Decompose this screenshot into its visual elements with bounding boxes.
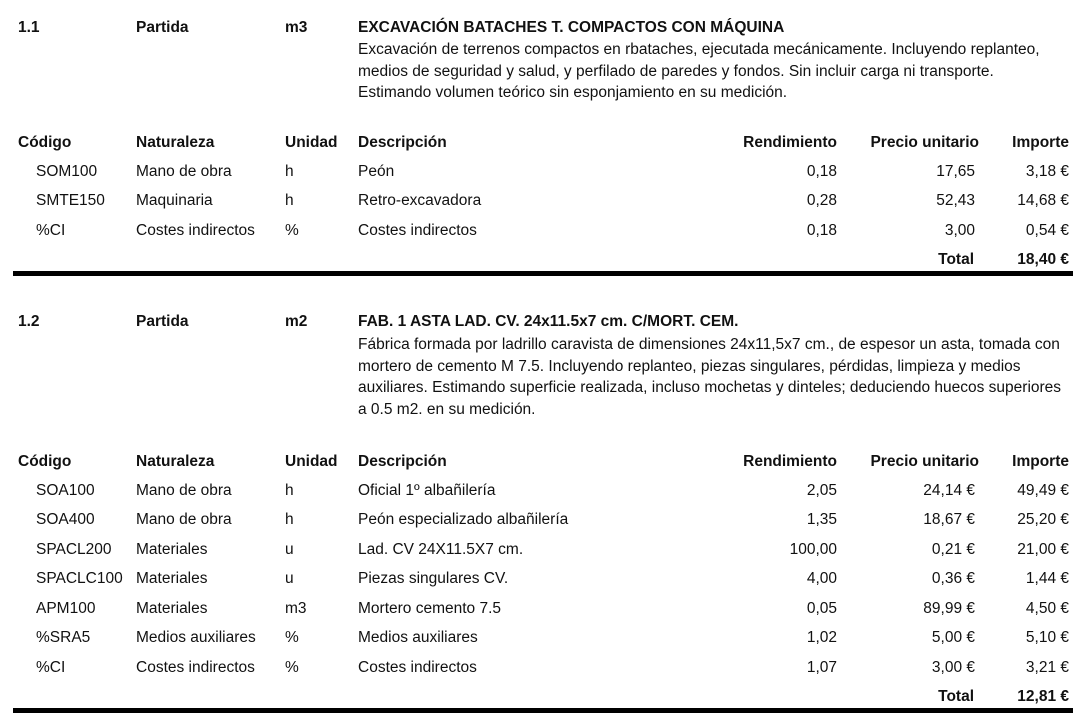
header-yield: Rendimiento <box>743 453 837 470</box>
item-unit: m3 <box>285 19 308 36</box>
row-code: SPACLC100 <box>36 570 123 587</box>
row-nature: Materiales <box>136 600 208 617</box>
row-unit: h <box>285 511 294 528</box>
row-description: Retro-excavadora <box>358 192 482 209</box>
item-title: FAB. 1 ASTA LAD. CV. 24x11.5x7 cm. C/MORT. CEM. <box>358 313 739 330</box>
header-amount: Importe <box>1012 134 1069 151</box>
row-unit-price: 5,00 € <box>931 629 975 646</box>
row-unit-price: 17,65 <box>936 163 975 180</box>
row-nature: Costes indirectos <box>136 222 255 239</box>
header-amount: Importe <box>1012 453 1069 470</box>
row-amount: 1,44 € <box>1025 570 1069 587</box>
header-description: Descripción <box>358 134 447 151</box>
row-nature: Mano de obra <box>136 511 232 528</box>
row-yield: 0,28 <box>806 192 837 209</box>
header-description: Descripción <box>358 453 447 470</box>
section-divider <box>13 708 1073 713</box>
row-yield: 100,00 <box>789 541 837 558</box>
row-amount: 5,10 € <box>1025 629 1069 646</box>
row-unit: % <box>285 629 299 646</box>
row-unit: % <box>285 659 299 676</box>
item-title: EXCAVACIÓN BATACHES T. COMPACTOS CON MÁQUINA <box>358 19 785 36</box>
row-yield: 2,05 <box>806 482 837 499</box>
row-description: Peón <box>358 163 395 180</box>
row-code: %CI <box>36 222 66 239</box>
row-nature: Medios auxiliares <box>136 629 256 646</box>
row-unit: % <box>285 222 299 239</box>
section-divider <box>13 271 1073 276</box>
total-label: Total <box>938 251 974 268</box>
row-description: Mortero cemento 7.5 <box>358 600 502 617</box>
row-unit: h <box>285 163 294 180</box>
row-yield: 0,18 <box>806 222 837 239</box>
row-description: Oficial 1º albañilería <box>358 482 496 499</box>
row-nature: Materiales <box>136 541 208 558</box>
row-yield: 4,00 <box>806 570 837 587</box>
header-unit-price: Precio unitario <box>870 134 979 151</box>
row-unit-price: 3,00 € <box>931 659 975 676</box>
total-label: Total <box>938 688 974 705</box>
item-type: Partida <box>136 19 189 36</box>
row-code: %CI <box>36 659 66 676</box>
item-unit: m2 <box>285 313 308 330</box>
row-description: Lad. CV 24X11.5X7 cm. <box>358 541 524 558</box>
header-unit: Unidad <box>285 453 338 470</box>
row-unit-price: 3,00 <box>944 222 975 239</box>
row-code: SMTE150 <box>36 192 105 209</box>
row-amount: 25,20 € <box>1017 511 1069 528</box>
row-unit-price: 52,43 <box>936 192 975 209</box>
row-yield: 1,02 <box>806 629 837 646</box>
row-nature: Maquinaria <box>136 192 213 209</box>
header-unit: Unidad <box>285 134 338 151</box>
row-unit-price: 89,99 € <box>923 600 975 617</box>
header-yield: Rendimiento <box>743 134 837 151</box>
row-yield: 0,05 <box>806 600 837 617</box>
row-code: APM100 <box>36 600 96 617</box>
header-code: Código <box>18 134 72 151</box>
row-nature: Mano de obra <box>136 482 232 499</box>
row-unit-price: 18,67 € <box>923 511 975 528</box>
row-nature: Materiales <box>136 570 208 587</box>
row-amount: 0,54 € <box>1025 222 1069 239</box>
header-nature: Naturaleza <box>136 453 215 470</box>
row-description: Peón especializado albañilería <box>358 511 569 528</box>
row-code: %SRA5 <box>36 629 91 646</box>
header-code: Código <box>18 453 72 470</box>
row-unit: h <box>285 482 294 499</box>
row-code: SOM100 <box>36 163 98 180</box>
row-description: Costes indirectos <box>358 659 477 676</box>
row-nature: Mano de obra <box>136 163 232 180</box>
row-description: Costes indirectos <box>358 222 477 239</box>
item-description: Excavación de terrenos compactos en rbataches, ejecutada mecánicamente. Incluyendo replanteo, medios de seguridad y salud, y perfilado de paredes y fondos. Sin incluir carga ni transporte. Estimando volumen teórico sin esponjamiento en su medición. <box>358 41 1040 101</box>
row-code: SPACL200 <box>36 541 112 558</box>
row-yield: 1,07 <box>806 659 837 676</box>
total-value: 12,81 € <box>1017 688 1069 705</box>
row-unit: m3 <box>285 600 307 617</box>
total-value: 18,40 € <box>1017 251 1069 268</box>
row-unit-price: 24,14 € <box>923 482 975 499</box>
row-unit: u <box>285 541 294 558</box>
item-type: Partida <box>136 313 189 330</box>
row-unit: h <box>285 192 294 209</box>
header-nature: Naturaleza <box>136 134 215 151</box>
item-description: Fábrica formada por ladrillo caravista de dimensiones 24x11,5x7 cm., de espesor un asta, tomada con mortero de cemento M 7.5. Incluyendo replanteo, piezas singulares, pérdidas, limpieza y medios auxiliares. Estimando superficie realizada, incluso mochetas y dinteles; deduciendo huecos superiores a 0.5 m2. en su medición. <box>358 336 1062 418</box>
row-yield: 0,18 <box>806 163 837 180</box>
row-code: SOA400 <box>36 511 95 528</box>
row-amount: 3,21 € <box>1025 659 1069 676</box>
row-unit-price: 0,36 € <box>931 570 975 587</box>
row-amount: 14,68 € <box>1017 192 1069 209</box>
header-unit-price: Precio unitario <box>870 453 979 470</box>
row-amount: 49,49 € <box>1017 482 1069 499</box>
row-description: Medios auxiliares <box>358 629 478 646</box>
row-yield: 1,35 <box>806 511 837 528</box>
row-amount: 21,00 € <box>1017 541 1069 558</box>
item-number: 1.2 <box>18 313 40 330</box>
row-nature: Costes indirectos <box>136 659 255 676</box>
row-unit-price: 0,21 € <box>931 541 975 558</box>
row-amount: 4,50 € <box>1025 600 1069 617</box>
row-code: SOA100 <box>36 482 95 499</box>
row-description: Piezas singulares CV. <box>358 570 509 587</box>
item-number: 1.1 <box>18 19 40 36</box>
row-amount: 3,18 € <box>1025 163 1069 180</box>
row-unit: u <box>285 570 294 587</box>
